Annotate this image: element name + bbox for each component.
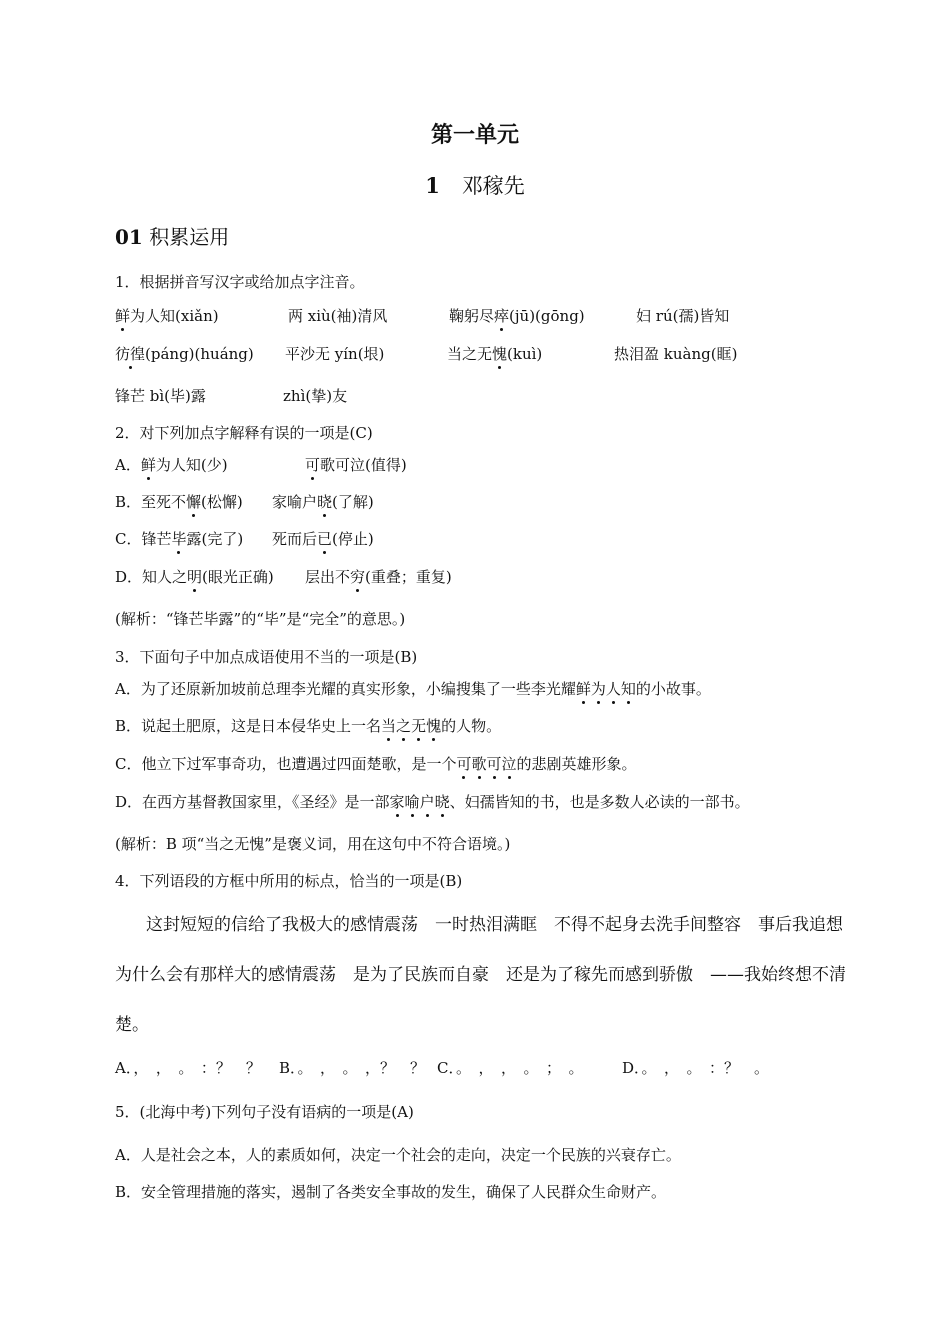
q1-item-9: 锋芒 bì(毕)露 — [115, 387, 206, 405]
emphasized-idiom: 当之无愧 — [381, 717, 442, 735]
emphasized-idiom: 可歌可泣 — [456, 755, 517, 773]
q1-item-8: 热泪盈 kuàng(眶) — [614, 345, 738, 363]
q4-passage-line-1: 这封短短的信给了我极大的感情震荡 一时热泪满眶 不得不起身去洗手间整容 事后我追想 — [146, 915, 843, 935]
q4-option-b: B．。 ， 。 ，？ ？ — [279, 1059, 426, 1077]
q3-option-b: B．说起土肥原，这是日本侵华史上一名当之无愧的人物。 — [115, 717, 502, 735]
lesson-number: 1 — [425, 173, 440, 198]
q2-option-d: D．知人之明(眼光正确) — [115, 568, 274, 586]
q4-option-d: D．。 ， 。 ：？ 。 — [622, 1059, 770, 1077]
q5-source: 北海中考 — [145, 1103, 206, 1121]
q1-item-2: 两 xiù(袖)清风 — [288, 307, 388, 325]
emphasized-idiom: 鲜为人知 — [575, 680, 636, 698]
q2-option-b-2: 家喻户晓(了解) — [272, 493, 374, 511]
lesson-title: 邓稼先 — [461, 174, 525, 198]
q2-stem: 2．对下列加点字解释有误的一项是(C) — [115, 424, 373, 442]
section-title: 积累运用 — [149, 225, 230, 249]
q1-item-7: 当之无愧(kuì) — [447, 345, 543, 363]
q4-stem: 4．下列语段的方框中所用的标点，恰当的一项是(B) — [115, 872, 463, 890]
q1-item-6: 平沙无 yín(垠) — [285, 345, 385, 363]
q2-option-a: A．鲜为人知(少) — [115, 456, 228, 474]
q2-option-c-2: 死而后已(停止) — [272, 530, 374, 548]
q1-item-10: zhì(挚)友 — [283, 387, 348, 405]
unit-title: 第一单元 — [430, 122, 519, 148]
q3-stem: 3．下面句子中加点成语使用不当的一项是(B) — [115, 648, 418, 666]
q5-stem: 5．(北海中考)下列句子没有语病的一项是(A) — [115, 1103, 414, 1121]
q3-analysis: (解析：B 项“当之无愧”是褒义词，用在这句中不符合语境。) — [115, 835, 511, 853]
q2-option-a-2: 可歌可泣(值得) — [305, 456, 407, 474]
q4-option-c: C．。 ， ， 。 ； 。 — [437, 1059, 584, 1077]
q2-option-b: B．至死不懈(松懈) — [115, 493, 243, 511]
q5-option-b: B．安全管理措施的落实，遏制了各类安全事故的发生，确保了人民群众生命财产。 — [115, 1183, 667, 1201]
q3-option-a: A．为了还原新加坡前总理李光耀的真实形象，小编搜集了一些李光耀鲜为人知的小故事。 — [115, 680, 711, 698]
q3-option-d: D．在西方基督教国家里，《圣经》是一部家喻户晓、妇孺皆知的书，也是多数人必读的一部书。 — [115, 793, 750, 811]
q2-option-c: C．锋芒毕露(完了) — [115, 530, 244, 548]
q4-option-a: A．， ， 。 ：？ ？ — [115, 1059, 261, 1077]
q5-option-a: A．人是社会之本，人的素质如何，决定一个社会的走向，决定一个民族的兴衰存亡。 — [115, 1146, 681, 1164]
q1-item-3: 鞠躬尽瘁(jū)(gōng) — [449, 307, 585, 325]
q4-passage-line-3: 楚。 — [115, 1015, 149, 1035]
q2-option-d-2: 层出不穷(重叠；重复) — [305, 568, 452, 586]
q3-option-c: C．他立下过军事奇功，也遭遇过四面楚歌，是一个可歌可泣的悲剧英雄形象。 — [115, 755, 637, 773]
q1-stem: 1．根据拼音写汉字或给加点字注音。 — [115, 273, 365, 291]
section-heading — [115, 221, 229, 250]
section-number: 01 — [115, 225, 143, 249]
q1-item-1: 鲜为人知(xiǎn) — [115, 307, 219, 325]
q2-analysis: (解析：“锋芒毕露”的“毕”是“完全”的意思。) — [115, 610, 406, 628]
q1-item-5: 彷徨(páng)(huáng) — [115, 345, 254, 363]
q4-passage-line-2: 为什么会有那样大的感情震荡 是为了民族而自豪 还是为了稼先而感到骄傲 ——我始终想不清 — [115, 965, 846, 985]
q1-item-4: 妇 rú(孺)皆知 — [636, 307, 730, 325]
emphasized-idiom: 家喻户晓 — [389, 793, 450, 811]
lesson-heading — [0, 170, 950, 200]
